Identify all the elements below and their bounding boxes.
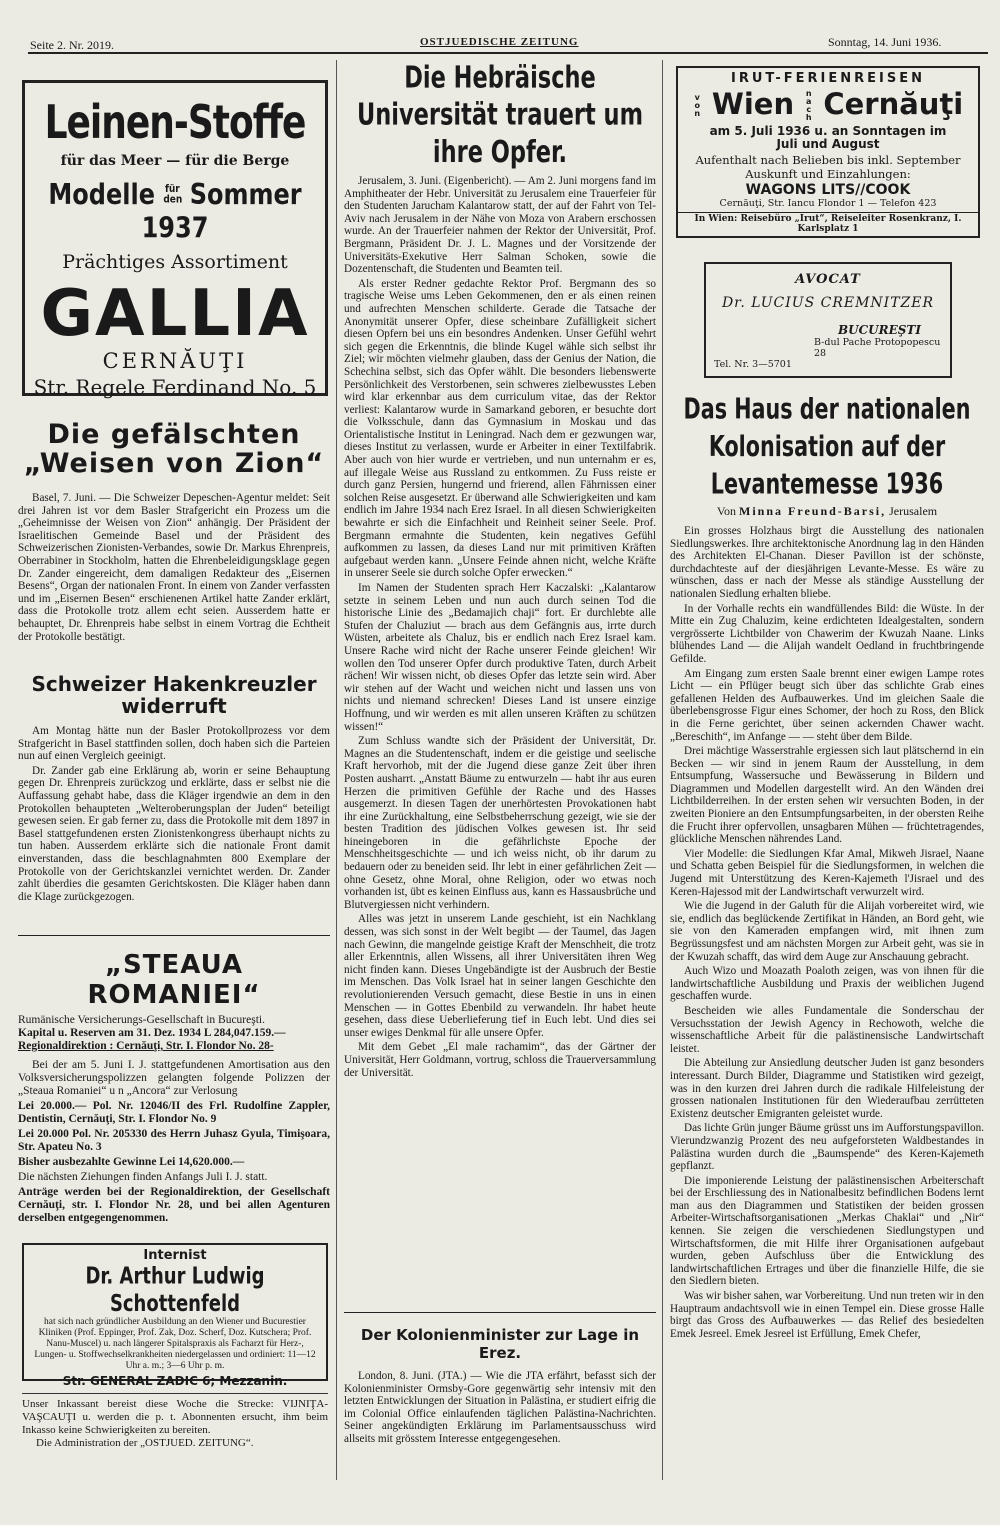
- kolonienminister-paragraph: London, 8. Juni. (JTA.) — Wie die JTA erfährt, befasst sich der Kolonienminister Ormsby-Gore gegenwärtig sehr intensiv mit den letzten Entwicklungen der Situation in Palästina, er studiert eifrig die im Colonial Office einlaufenden täglichen Palästina-Nachrichten. Seiner angekündigten Erklärung im Parlamentsausschuss wird allseits mit grösstem Interesse entgegengesehen.: [344, 1370, 656, 1445]
- schottenfeld-body: hat sich nach gründlicher Ausbildung an den Wiener und Bucurestier Kliniken (Prof. Eppinger, Prof. Zak, Doz. Scherf, Doz. Kutschera; Prof. Nanu-Muscel) u. nach längerer Spitalspraxis als Facharzt für Herz-, Lungen- u. Stoffwechselkrankheiten niedergelassen und ordiniert: 11—12 Uhr a. m.; 3—6 Uhr p. m.: [34, 1317, 316, 1371]
- levantemesse-paragraph: Ein grosses Holzhaus birgt die Ausstellung des nationalen Siedlungswerkes. Ihre architektonische Anordnung lag in den Händen des Architekten El-Chanan. Dieser Pavillon ist der schönste, durchdachteste auf der diesjährigen Levante-Messe. Es wäre zu wünschen, dass er nach der Messe als ständige Ausstellung der nationalen Siedlung erhalten bliebe.: [670, 525, 984, 600]
- irut-dates: am 5. Juli 1936 u. an Sonntagen im Juli und August: [709, 124, 947, 151]
- column-divider: [662, 60, 663, 1480]
- levantemesse-paragraph: Am Eingang zum ersten Saale brennt einer ewigen Lampe rotes Licht — ein Pflüger beugt sich über das schlichte Grab eines gefallenen Helden des Aufbauwerkes. Und im gleichen Saale die überlebensgrosse Figur eines Schomer, der hoch zu Ross, den Blick in die Ferne gerichtet, über seinen ackernden Chawer wacht. „Bereschith“, im Anfange — — steht über dem Bilde.: [670, 667, 984, 743]
- column-divider: [336, 60, 337, 1480]
- steaua-title: „STEAUA ROMANIEI“: [87, 950, 261, 1010]
- universitaet-paragraph: Als erster Redner gedachte Rektor Prof. Bergmann des so tragische Weise ums Leben Gekommenen, den er als einen reinen und aufrechten Menschen schilderte. Gerade die Tatsache der Anonymität unserer Opfer, diese scheinbare Zufälligkeit sichert diesen Opfern bei uns ein besondres Andenken. Unser Gefühl wehrt sich gegen die Erkenntnis, die blinde Kugel wähle sich selbst ihr Ziel; wir möchten vielmehr glauben, dass der Genius der Nation, die Schechina selbst, sich das Opfer wählt. Die besonders liebenswerte Persönlichkeit des Verstorbenen, sein schweres zielbewusstes Leben wird klar erkennbar aus dem curriculum vitae, das der Rektor verliest: Kalantarow wurde in Samarkand geboren, er besuchte dort die Volksschule, dann das Gymnasium in Moskau und das Orientalistische Institut in Leningrad. Nach dem er gezwungen war, dieses Institut zu verlassen, wurde er Arbeiter in einer Textilfabrik. Aber auch von hier wurde er vertrieben, und nun unternahm er es, auf illegale Weise aus Russland zu entkommen. Zu Fuss reiste er durch ganz Persien, hungernd und frierend, allen Fährnissen einer solchen Reise ausgesetzt. Er überwand alle Schwierigkeiten und kam endlich im Jahre 1934 nach Erez Israel. In all diesen Schwierigkeiten bewahrte er sich die Einfachheit und Reinheit seiner Seele. Prof. Bergmann ermahnte die Studenten, kein negatives Gefühl aufkommen zu lassen, da dieses Land nur mit primitiven Kräften aufgebaut werden kann. „Unsere Feinde ahnen nicht, welche Kräfte in unserer Seele sie durch solche Opfer erwecken.“: [344, 277, 656, 580]
- universitaet-paragraph: Jerusalem, 3. Juni. (Eigenbericht). — Am 2. Juni morgens fand im Amphitheater der Hebr. Universität zu Jerusalem eine Trauerfeier für den Studenten Jarucham Kalantarow statt, der auf der Fahrt von Tel-Aviv nach Jerusalem in der Nähe von Moza von Arabern erschossen wurde. An der Trauerfeier nahmen der Rektor der Universität, Prof. Bergmann, Präsident Dr. J. L. Magnes und der Vorsitzende der Universitäts-Exekutive Herr Salman Schoken, sowie die Dozentenschaft, die Studenten und Beamten teil.: [344, 175, 656, 276]
- divider: [344, 1312, 656, 1313]
- hakenkreuz-body: [18, 725, 330, 931]
- inkassant-notice: [22, 1393, 328, 1450]
- gallia-fuer-den: für den: [163, 183, 183, 207]
- inkassant-signature: Die Administration der „OSTJUED. ZEITUNG“.: [36, 1437, 254, 1449]
- weisen-headline: Die gefälschten „Weisen von Zion“: [23, 419, 325, 479]
- steaua-prize2: Lei 20.000 Pol. Nr. 205330 des Herrn Juhasz Gyula, Timişoara, Str. Apateu No. 3: [18, 1128, 330, 1153]
- levantemesse-paragraph: Das lichte Grün junger Bäume grüsst uns im Aufforstungspavillon. Vierundzwanzig Prozent des neu aufgeforsteten Waldbestandes in Palästina wurden durch die „Baumspende“ des Keren-Kajemeth gepflanzt.: [670, 1122, 984, 1173]
- levantemesse-byline-prefix: Von: [716, 504, 736, 518]
- avocat-name: Dr. LUCIUS CREMNITZER: [721, 295, 935, 311]
- levantemesse-author: Minna Freund-Barsi,: [739, 504, 887, 518]
- levantemesse-paragraph: In der Vorhalle rechts ein wandfüllendes Bild: die Wüste. In der Mitte ein Zug Chaluzim, keine erdichteten Idealgestalten, sondern vergrösserte Lichtbilder von Chawerim der Kwuzah Naane. Links blühendes Land — die Alijah wandelt Oedland in fruchtbringende Gefilde.: [670, 602, 984, 665]
- irut-address: Cernăuţi, Str. Iancu Flondor 1 — Telefon 423: [719, 198, 937, 209]
- irut-ad: [676, 66, 980, 238]
- gallia-subtitle: für das Meer — für die Berge: [60, 153, 290, 169]
- gallia-brand: GALLIA: [40, 277, 310, 351]
- avocat-ad: [704, 262, 952, 378]
- levantemesse-paragraph: Vier Modelle: die Siedlungen Kfar Amal, Mikweh Jisrael, Naane und Schatta geben Beispiel für die Siedlungsformen, in welchen die Jugend mit Unterstützung des Keren-Kajemeth l'Jisrael und des Keren-Hajessod mit der Landwirtschaft verwurzelt wird.: [670, 847, 984, 898]
- steaua-prize1: Lei 20.000.— Pol. Nr. 12046/II des Frl. Rudolfine Zappler, Dentistin, Cernăuţi, Str. I. Flondor No. 9: [18, 1100, 330, 1125]
- steaua-text: Bei der am 5. Juni I. J. stattgefundenen Amortisation aus den Volksversicherungspolizzen gelangten folgende Polizzen der „Steaua Romaniei“ u n „Ancora“ zur Verlosung: [18, 1059, 330, 1097]
- article-kolonienminister: [344, 1326, 656, 1490]
- levantemesse-paragraph: Wie die Jugend in der Galuth für die Alijah vorbereitet wird, wie sie, endlich das beglückende Zertifikat in Händen, an Bord geht, wie sie von den Kameraden empfangen wird, mit ihnen zum Begrüssungsfest und am nächsten Morgen zur Arbeit geht, was sie in der Kwuzah schafft, das wird dem Auge zur Anschauung gebracht.: [670, 900, 984, 963]
- schottenfeld-address: Str. GENERAL ZADIC 6; Mezzanin.: [62, 1374, 288, 1388]
- schottenfeld-name: Dr. Arthur Ludwig Schottenfeld: [85, 1261, 265, 1317]
- avocat-city: BUCUREŞTI: [838, 323, 921, 337]
- levantemesse-paragraph: Bescheiden wie alles Fundamentale die Sonderschau der Versuchsstation der Jewish Agency in Rechowoth, welche die wissenschaftliche Arbeit für die palästinensische Landwirtschaft leistet.: [670, 1004, 984, 1055]
- levantemesse-paragraph: Was wir bisher sahen, war Vorbereitung. Und nun treten wir in den Hauptraum andachtsvoll wie in einen Tempel ein. Diese grosse Halle birgt das Gross des Aufbauwerkes — das Relief des besiedelten Emek Jesreel. Emek Jesreel ist Erfüllung, Emek Chefer,: [670, 1290, 984, 1340]
- irut-title: IRUT-FERIENREISEN: [731, 71, 925, 86]
- universitaet-paragraph: Mit dem Gebet „El male rachamim“, das der Gärtner der Universität, Herr Goldmann, vortrug, schloss die Trauerversammlung der Universität.: [344, 1041, 656, 1079]
- irut-company: WAGONS LITS//COOK: [745, 182, 911, 198]
- universitaet-body: [344, 175, 656, 1205]
- avocat-title: AVOCAT: [795, 272, 861, 287]
- weisen-paragraph: Basel, 7. Juni. — Die Schweizer Depeschen-Agentur meldet: Seit drei Jahren ist vor dem Basler Strafgericht ein Prozess um die „Geheimnisse der Weisen von Zion“ anhängig. Der Präsident der Israelitischen Gemeinde Basel und der Präsident des Schweizerischen Zionisten-Verbandes, sowie Dr. Markus Ehrenpreis, Oberrabiner in Stockholm, hatten die Ehrenbeleidigungsklage gegen Dr. Zander eingereicht, dem damaligen Redakteur des „Eisernen Besens“, Organ der nationalen Front. In einem von Zander verfassten und im „Eisernen Besen“ erschienenen Artikel hatte Zander erklärt, dass die Protokolle trotz allem echt seien. Ausserdem hatte er behauptet, Dr. Ehrenpreis habe selbst in einem Vortrag die Echtheit der Protokolle bestätigt.: [18, 492, 330, 643]
- levantemesse-paragraph: Die imponierende Leistung der palästinensischen Arbeiterschaft bei der Erschliessung des in Nationalbesitz befindlichen Bodens lernt man aus den Diagrammen und Statistiken der beiden grossen Arbeiter-Wirtschaftsorganisationen „Merkas Chaklai“ und „Nir“ kennen. Sie zeigen die verschiedenen Siedlungstypen und Wirtschaftsformen, die mit Hilfe ihrer Organisationen aufgebaut wurden, geben Aufschluss über die Entwicklung des landwirtschaftlichen Ertrages und über die finanzielle Hilfe, die sie den Siedlern bieten.: [670, 1174, 984, 1288]
- irut-stay: Aufenthalt nach Belieben bis inkl. September: [695, 153, 961, 167]
- steaua-footer: Anträge werden bei der Regionaldirektion, der Gesellschaft Cernăuţi, str. I. Flondor Nr. 28, und bei allen Agenturen derselben entgegengenommen.: [18, 1186, 330, 1224]
- hakenkreuz-paragraph: Am Montag hätte nun der Basler Protokollprozess vor dem Strafgericht in Basel stattfinden sollen, doch haben sich die Parteien nun auf einen Vergleich geeinigt.: [18, 725, 330, 763]
- levantemesse-body: [670, 525, 984, 1525]
- gallia-city: CERNĂUŢI: [102, 349, 248, 373]
- steaua-ad: [18, 950, 330, 1225]
- divider: [18, 935, 330, 936]
- schottenfeld-role: Internist: [143, 1248, 207, 1263]
- steaua-body: [18, 1014, 330, 1225]
- steaua-next: Die nächsten Ziehungen finden Anfangs Juli I. J. statt.: [18, 1171, 268, 1183]
- levantemesse-paragraph: Drei mächtige Wasserstrahle ergiessen sich laut plätschernd in ein Becken — wir sind in jenem Raum der Ausstellung, in dem Entsumpfung, Wassersuche und Bewässerung in Bildern und Diagrammen und Modellen dargestellt wird. An den Wänden drei Lichtbilderreihen. In der ersten sehen wir versuchten Boden, in der zweiten Pioniere an den Entsumpfungsarbeiten, in der obersten Reihe die Frucht ihrer opfervollen, unsagbaren Mühen — früchtetragendes, glückliche Menschen nährendes Land.: [670, 745, 984, 846]
- steaua-total: Bisher ausbezahlte Gewinne Lei 14,620.000.—: [18, 1156, 245, 1168]
- article-hakenkreuz: [18, 673, 330, 931]
- levantemesse-paragraph: Die Abteilung zur Ansiedlung deutscher Juden ist ganz besonders interessant. Durch Bilder, Diagramme und Statistiken wird gezeigt, was in den kurzen drei Jahren durch die radikale Hilfeleistung der grossen nationalen Institutionen für den Wiederaufbau zerrütteten Existenz deutscher Emigranten geleistet wurde.: [670, 1057, 984, 1120]
- irut-info: Auskunft und Einzahlungen:: [745, 167, 911, 181]
- header-rule: [28, 52, 988, 54]
- steaua-direction: Regionaldirektion : Cernăuţi, Str. I. Flondor No. 28-: [18, 1040, 274, 1052]
- universitaet-paragraph: Alles was jetzt in unserem Lande geschieht, ist ein Nachklang dessen, was sich sonst in der Welt begibt — der Taumel, das Jagen nach Gewinn, die mangelnde geistige Kraft der Menschheit, die trotz aller Erkenntnis, allen Wissens, all ihrer Universitäten ihren Weg nicht finden kann. Dieses Ungebändigte ist der Ausbruch der Bestie im Menschen. Das Volk Israel hat in seiner langen Geschichte den revolutionierenden Versuch gemacht, diese Bestie in uns in einen Menschen — in Gottes Ebenbild zu verwandeln. Ihr habet heute gesehen, dass diese Ueberlieferung tief in Euch lebt. Und dies sei unser ewiges Denkmal für alle unsere Opfer.: [344, 913, 656, 1039]
- gallia-modelle-word: Modelle: [48, 177, 155, 211]
- kolonienminister-headline: Der Kolonienminister zur Lage in Erez.: [360, 1326, 640, 1362]
- gallia-sommer: Sommer 1937: [141, 177, 302, 245]
- irut-von: von: [694, 93, 701, 118]
- hakenkreuz-headline: Schweizer Hakenkreuzler widerruft: [31, 672, 317, 718]
- irut-nach: nach: [805, 89, 812, 122]
- gallia-assortment: Prächtiges Assortiment: [62, 251, 288, 273]
- issue-date: Sonntag, 14. Juni 1936.: [828, 35, 942, 49]
- universitaet-paragraph: Im Namen der Studenten sprach Herr Kaczalski: „Kalantarow setzte in seinem Leben und nun auch durch seinen Tod die historische Linie des „Bedamajich chaji“ fort. Er durchlebte alle Stufen der Chaluziut — brach aus dem Gefängnis aus, irrte durch Wüsten, arbeitete als Chaluz, bis er endlich nach Erez Israel kam. Unsere Rache wird nicht der Rache unserer Feinde gleichen! Wir wollen den Tod unserer Opfer durch produktive Taten, durch Arbeit rächen! Wir wissen nicht, ob dieses Opfer das letzte sein wird. Aber wir stehen auf der Wacht und weichen nicht und lassen uns von nichts und niemand schrecken! Dieses Land ist unsere einzige Hoffnung, und wir werden es mit allen unseren Kräften zu schützen wissen!“: [344, 582, 656, 733]
- schottenfeld-ad: [22, 1243, 328, 1388]
- page-number: Seite 2. Nr. 2019.: [30, 38, 114, 52]
- gallia-title: Leinen-Stoffe: [44, 96, 306, 150]
- avocat-tel: Tel. Nr. 3—5701: [714, 359, 792, 370]
- article-levantemesse: [670, 392, 984, 1525]
- irut-wien-address: In Wien: Reisebüro „Irut“, Reiseleiter Rosenkranz, I. Karlsplatz 1: [678, 212, 978, 234]
- gallia-ad: [22, 80, 328, 399]
- gallia-address: Str. Regele Ferdinand No. 5: [33, 375, 317, 399]
- hakenkreuz-paragraph: Dr. Zander gab eine Erklärung ab, worin er seine Behauptung gegen Dr. Ehrenpreis zurückzog und erklärte, dass er selbst nie die Auffassung gehabt habe, dass die Kläger irgendwie an dem in den Protokollen behaupteten „Welteroberungsplan der Juden“ beteiligt gewesen seien. Er gab ferner zu, dass die Protokolle mit dem 1897 in Basel stattgefundenen ersten Zionistenkongress überhaupt nichts zu tun haben. Ausserdem erklärte sich die nationale Front damit einverstanden, dass die beschlagnahmten 800 Exemplare der Protokolle von der Gerichtskanzlei vernichtet werden. Dr. Zander zahlt überdies die gesamten Gerichtskosten. Die Kläger haben dann die Klage zurückgezogen.: [18, 764, 330, 903]
- gallia-modelle: [25, 177, 325, 244]
- universitaet-headline: Die Hebräische Universität trauert um ihre Opfer.: [356, 59, 644, 170]
- levantemesse-paragraph: Auch Wizo und Moazath Poaloth zeigen, was von ihnen für die landwirtschaftliche Ausbildung und Praxis der weiblichen Jugend geschaffen wurde.: [670, 965, 984, 1003]
- kolonienminister-body: [344, 1370, 656, 1490]
- steaua-capital: Kapital u. Reserven am 31. Dez. 1934 L 284,047.159.—: [18, 1027, 286, 1039]
- avocat-address: B-dul Pache Protopopescu 28: [814, 337, 941, 359]
- inkassant-text: Unser Inkassant bereist diese Woche die Strecke: VIJNIŢA-VAŞCAUŢI u. werden die p. t. Abonnenten ersucht, ihm beim Inkasso keine Schwierigkeiten zu bereiten.: [22, 1398, 328, 1436]
- levantemesse-headline: Das Haus der nationalen Kolonisation auf der Levantemesse 1936: [683, 393, 971, 501]
- steaua-subtitle: Rumänische Versicherungs-Gesellschaft in Bucureşti.: [18, 1014, 265, 1026]
- masthead: OSTJUEDISCHE ZEITUNG: [420, 36, 579, 48]
- irut-cernauti: Cernăuţi: [823, 87, 964, 121]
- universitaet-paragraph: Zum Schluss wandte sich der Präsident der Universität, Dr. Magnes an die Studentenschaft, indem er die geistige und seelische Kraft hervorhob, mit der die Jugend diese ganze Zeit über ihren Posten ausharrt. „Anstatt Bäume zu entwurzeln — habt ihr aus euren Herzen die primitiven Gefühle der Rache und des Hasses ausgemerzt. In diesen Tagen der unerhörtesten Provokationen habt ihr eine Zurückhaltung, eine Selbstbeherrschung gezeigt, wie sie der besten Tradition des jüdischen Volkes gewesen ist. Ihr seid hineingeboren in die gefährlichste Epoche der Menschheitsgeschichte — und ich weiss nicht, ob ihr darum zu bedauern oder zu beneiden seid. Ihr lebt in einer gefährlichen Zeit — ohne Gesetz, ohne Moral, ohne Religion, oder wo etwas noch vorhanden ist, übt es keinen Einfluss aus, kann es Hassausbrüche und Blutvergiessen nicht verhindern.: [344, 735, 656, 911]
- levantemesse-place: Jerusalem: [889, 504, 938, 518]
- article-universitaet: [344, 59, 656, 1205]
- irut-wien: Wien: [711, 87, 795, 121]
